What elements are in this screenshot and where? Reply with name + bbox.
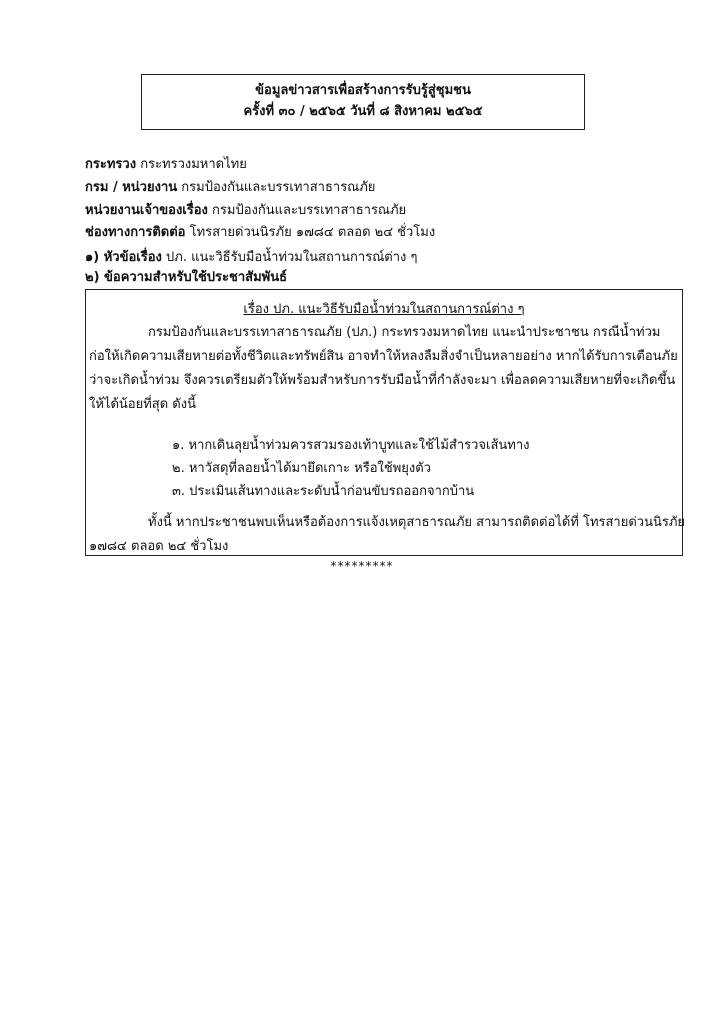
meta-contact [85, 223, 435, 243]
contact-label: ช่องทางการติดต่อ [85, 225, 186, 240]
document-title: ข้อมูลข่าวสารเพื่อสร้างการรับรู้สู่ชุมชน [255, 83, 471, 98]
paragraph-line: ให้ได้น้อยที่สุด ดังนี้ [89, 397, 196, 412]
content-box [85, 289, 686, 556]
meta-department [85, 178, 375, 198]
message-section-heading [85, 268, 287, 288]
paragraph-line: ก่อให้เกิดความเสียหายต่อทั้งชีวิตและทรัพย์สิน อาจทำให้หลงลืมสิ่งจำเป็นหลายอย่าง หากได้รับการเตือนภัย [89, 349, 678, 364]
issue-line: ครั้งที่ ๓๐ / ๒๕๖๕ วันที่ ๘ สิงหาคม ๒๕๖๕ [243, 104, 483, 119]
ministry-value: กระทรวงมหาดไทย [140, 157, 247, 172]
end-separator: ********* [330, 559, 394, 573]
paragraph-line: ว่าจะเกิดน้ำท่วม จึงควรเตรียมตัวให้พร้อมสำหรับการรับมือน้ำที่กำลังจะมา เพื่อลดความเสียหายที่จะเกิดขึ้น [89, 373, 676, 388]
message-section-label: ๒) ข้อความสำหรับใช้ประชาสัมพันธ์ [85, 270, 288, 285]
department-value: กรมป้องกันและบรรเทาสาธารณภัย [181, 180, 376, 195]
ministry-label: กระทรวง [85, 157, 137, 172]
contact-value: โทรสายด่วนนิรภัย ๑๗๘๔ ตลอด ๒๔ ชั่วโมง [189, 225, 436, 240]
meta-owner [85, 201, 406, 221]
list-item: ๒. หาวัสดุที่ลอยน้ำได้มายึดเกาะ หรือใช้พยุงตัว [172, 461, 431, 476]
content-title-text: เรื่อง ปภ. แนะวิธีรับมือน้ำท่วมในสถานการณ์ต่าง ๆ [243, 302, 525, 317]
paragraph-line: กรมป้องกันและบรรเทาสาธารณภัย (ปภ.) กระทรวงมหาดไทย แนะนำประชาชน กรณีน้ำท่วม [148, 325, 661, 340]
owner-label: หน่วยงานเจ้าของเรื่อง [85, 203, 208, 218]
paragraph-line: ๑๗๘๔ ตลอด ๒๔ ชั่วโมง [89, 539, 229, 554]
department-label: กรม / หน่วยงาน [85, 180, 178, 195]
topic-label: ๑) หัวข้อเรื่อง [85, 250, 162, 265]
list-item: ๑. หากเดินลุยน้ำท่วมควรสวมรองเท้าบูทและใช้ไม้สำรวจเส้นทาง [172, 438, 530, 453]
topic-value: ปภ. แนะวิธีรับมือน้ำท่วมในสถานการณ์ต่าง ๆ [166, 250, 418, 265]
meta-ministry [85, 155, 247, 175]
content-title [86, 300, 682, 320]
list-item: ๓. ประเมินเส้นทางและระดับน้ำก่อนขับรถออกจากบ้าน [172, 484, 475, 499]
header-box [141, 74, 585, 130]
topic-line [85, 248, 417, 268]
owner-value: กรมป้องกันและบรรเทาสาธารณภัย [212, 203, 407, 218]
paragraph-line: ทั้งนี้ หากประชาชนพบเห็นหรือต้องการแจ้งเหตุสาธารณภัย สามารถติดต่อได้ที่ โทรสายด่วนนิรภัย [148, 515, 686, 530]
